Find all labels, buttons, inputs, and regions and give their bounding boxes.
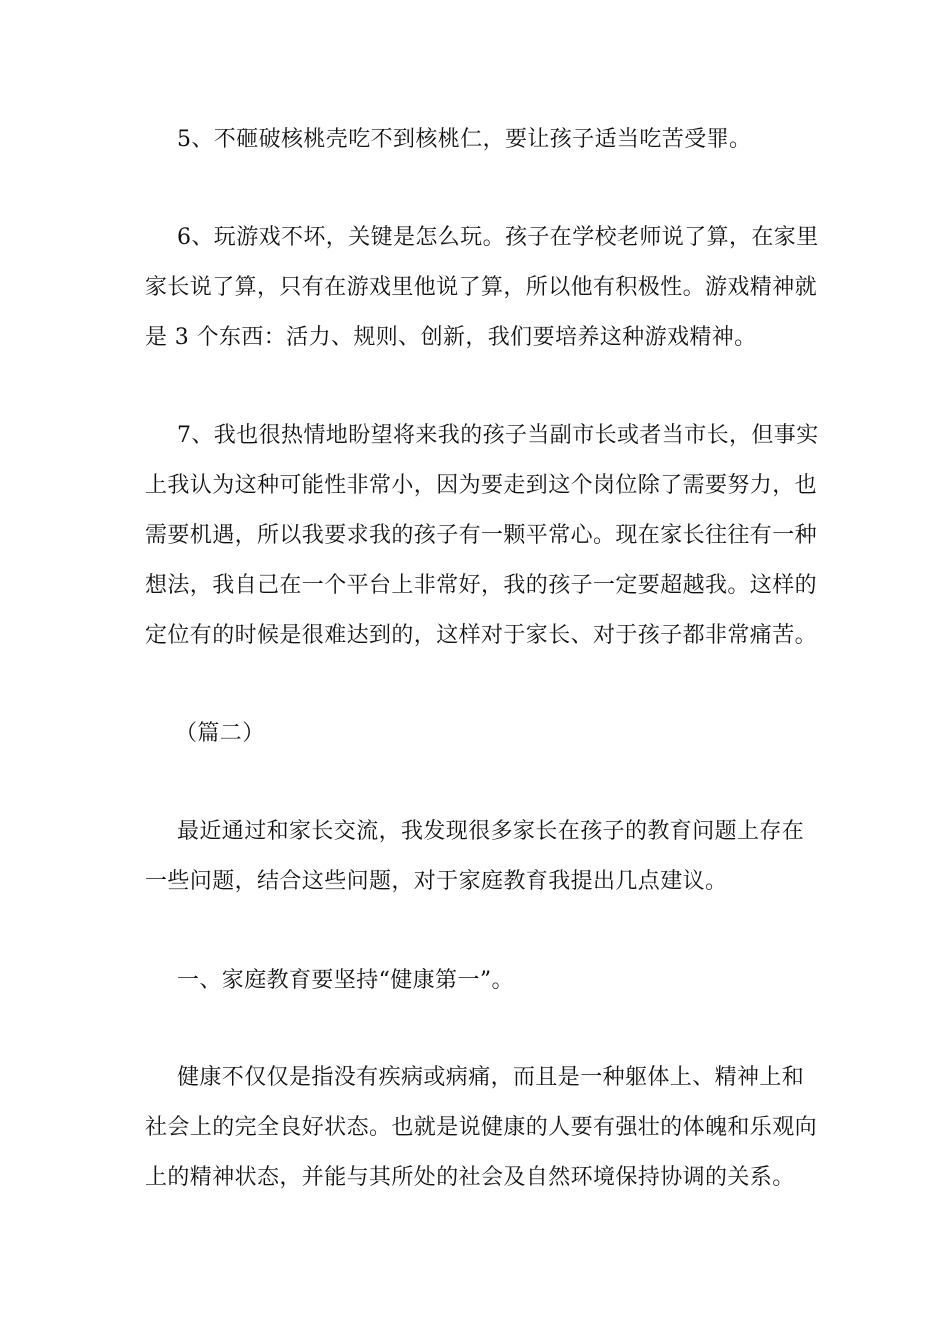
recommendation-heading-1: 一、家庭教育要坚持“健康第一”。: [177, 968, 514, 993]
intro-paragraph-line-1: 最近通过和家长交流，我发现很多家长在孩子的教育问题上存在: [177, 819, 805, 844]
paragraph-7-line-3: 需要机遇，所以我要求我的孩子有一颗平常心。现在家长往往有一种: [145, 523, 818, 548]
health-paragraph-line-3: 上的精神状态，并能与其所处的社会及自然环境保持协调的关系。: [145, 1165, 795, 1190]
paragraph-6-line-1: 6、玩游戏不坏，关键是怎么玩。孩子在学校老师说了算，在家里: [177, 225, 819, 250]
intro-paragraph-line-2: 一些问题，结合这些问题，对于家庭教育我提出几点建议。: [145, 869, 728, 894]
health-paragraph-line-1: 健康不仅仅是指没有疾病或病痛，而且是一种躯体上、精神上和: [177, 1065, 805, 1090]
paragraph-7-line-5: 定位有的时候是很难达到的，这样对于家长、对于孩子都非常痛苦。: [145, 623, 818, 648]
paragraph-7-line-2: 上我认为这种可能性非常小，因为要走到这个岗位除了需要努力，也: [145, 473, 818, 498]
health-paragraph-line-2: 社会上的完全良好状态。也就是说健康的人要有强壮的体魄和乐观向: [145, 1115, 818, 1140]
section-heading-part-two: （篇二）: [175, 721, 265, 746]
paragraph-7-line-4: 想法，我自己在一个平台上非常好，我的孩子一定要超越我。这样的: [145, 573, 818, 598]
paragraph-6-line-3: 是 3 个东西：活力、规则、创新，我们要培养这种游戏精神。: [145, 325, 757, 350]
paragraph-6-line-2: 家长说了算，只有在游戏里他说了算，所以他有积极性。游戏精神就: [145, 275, 818, 300]
paragraph-5-line-1: 5、不砸破核桃壳吃不到核桃仁，要让孩子适当吃苦受罪。: [177, 127, 752, 152]
paragraph-7-line-1: 7、我也很热情地盼望将来我的孩子当副市长或者当市长，但事实: [177, 423, 819, 448]
